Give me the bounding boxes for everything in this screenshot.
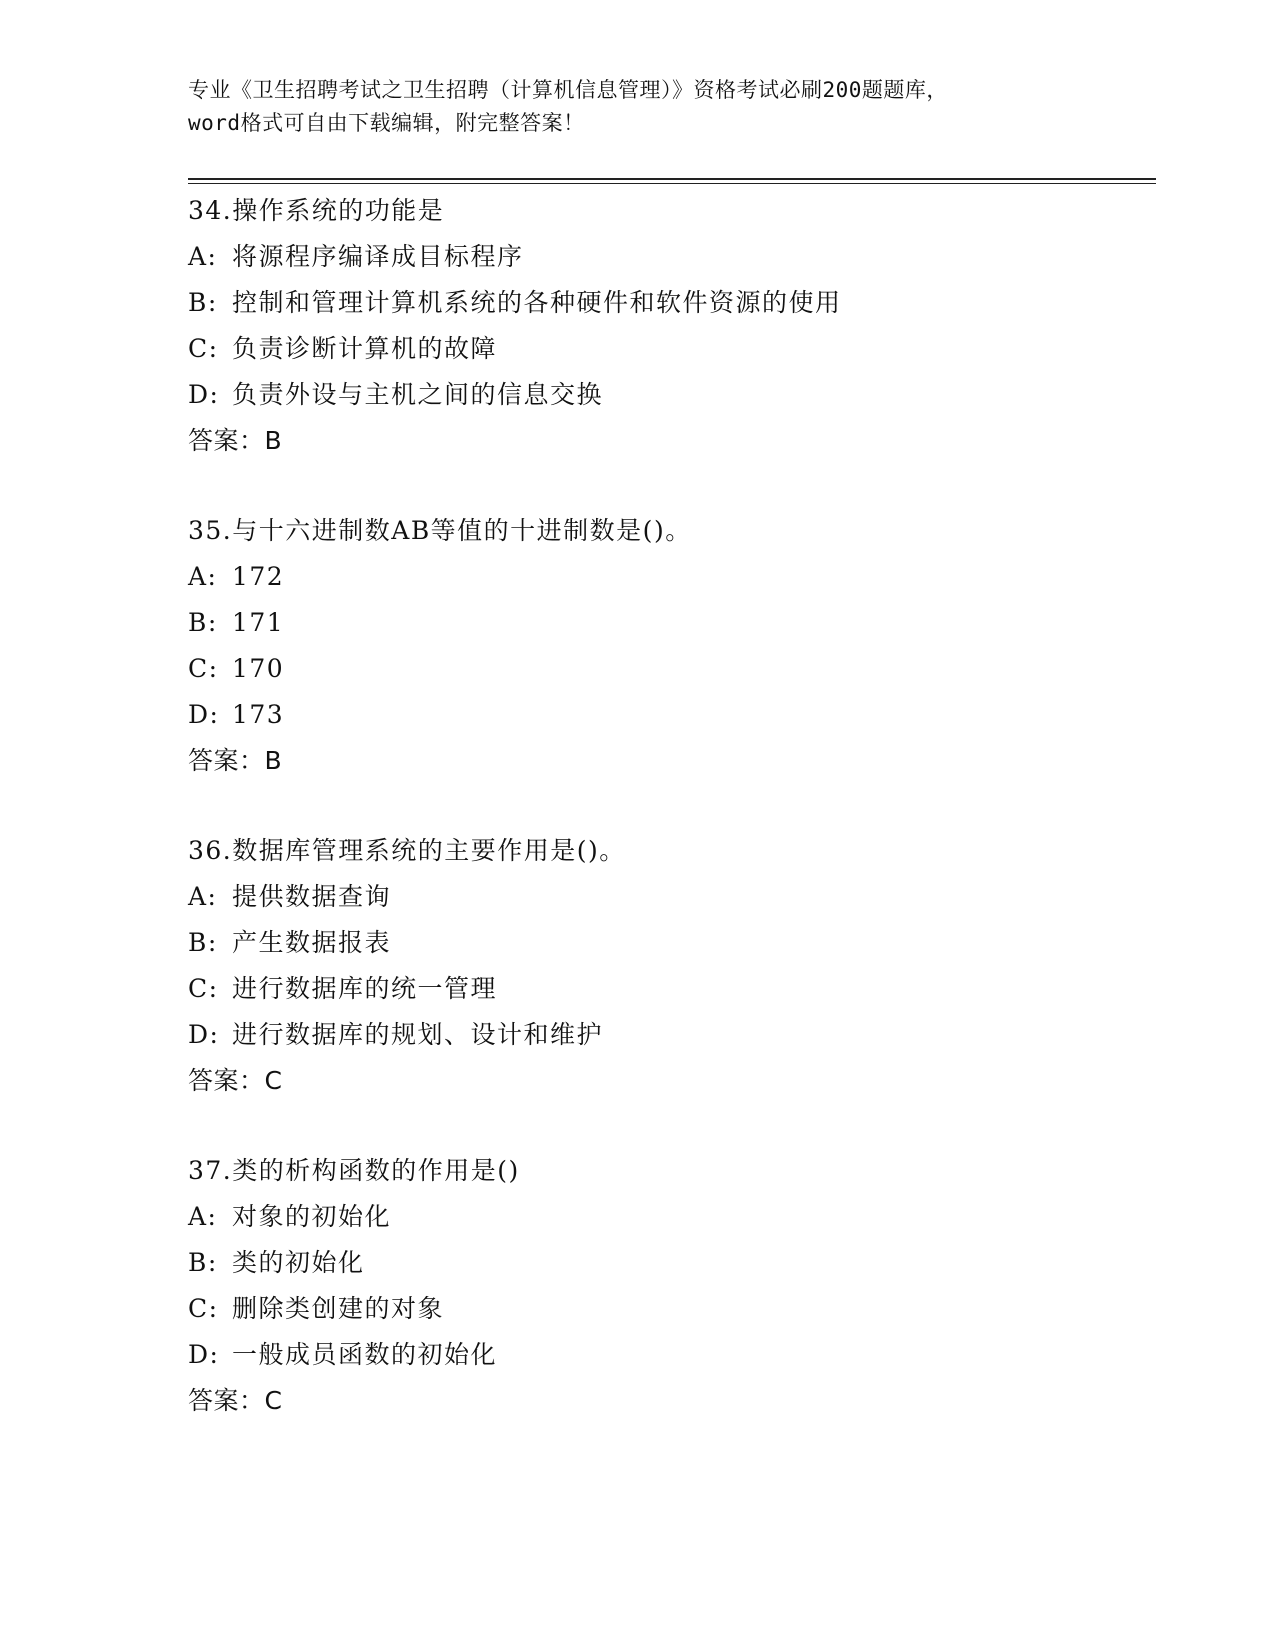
header-divider-thick — [188, 178, 1156, 180]
option-text: 提供数据查询 — [232, 882, 392, 911]
option-letter: D: — [188, 1340, 220, 1369]
question-stem: 37.类的析构函数的作用是() — [188, 1156, 520, 1185]
question-block — [188, 1148, 1168, 1424]
option-d — [188, 1332, 1168, 1378]
question-stem: 34.操作系统的功能是 — [188, 196, 445, 225]
option-a — [188, 874, 1168, 920]
option-c — [188, 1286, 1168, 1332]
option-letter: B: — [188, 608, 218, 637]
option-letter: C: — [188, 334, 219, 363]
option-b — [188, 600, 1168, 646]
option-letter: D: — [188, 380, 220, 409]
option-text: 170 — [232, 654, 285, 683]
option-letter: A: — [188, 562, 218, 591]
option-letter: C: — [188, 974, 219, 1003]
answer-line: 答案：C — [188, 1386, 283, 1415]
option-text: 控制和管理计算机系统的各种硬件和软件资源的使用 — [232, 288, 842, 317]
option-c — [188, 646, 1168, 692]
option-letter: A: — [188, 1202, 218, 1231]
question-block — [188, 188, 1168, 464]
header-line-2: word格式可自由下载编辑，附完整答案！ — [188, 111, 585, 135]
question-block — [188, 828, 1168, 1104]
option-text: 将源程序编译成目标程序 — [232, 242, 524, 271]
option-text: 一般成员函数的初始化 — [232, 1340, 498, 1369]
option-letter: B: — [188, 1248, 218, 1277]
question-block — [188, 508, 1168, 784]
header-divider-thin — [188, 183, 1156, 184]
option-letter: C: — [188, 1294, 219, 1323]
option-c — [188, 966, 1168, 1012]
option-a — [188, 554, 1168, 600]
option-b — [188, 280, 1168, 326]
option-text: 进行数据库的统一管理 — [232, 974, 498, 1003]
option-text: 对象的初始化 — [232, 1202, 392, 1231]
answer-line: 答案：C — [188, 1066, 283, 1095]
option-letter: D: — [188, 1020, 220, 1049]
option-text: 171 — [232, 608, 285, 637]
option-text: 172 — [232, 562, 285, 591]
option-a — [188, 234, 1168, 280]
option-letter: B: — [188, 288, 218, 317]
option-a — [188, 1194, 1168, 1240]
option-b — [188, 1240, 1168, 1286]
answer-line: 答案：B — [188, 746, 283, 775]
option-c — [188, 326, 1168, 372]
question-stem: 36.数据库管理系统的主要作用是()。 — [188, 836, 626, 865]
option-text: 类的初始化 — [232, 1248, 365, 1277]
option-b — [188, 920, 1168, 966]
header-line-1: 专业《卫生招聘考试之卫生招聘（计算机信息管理）》资格考试必刷200题题库， — [188, 78, 948, 102]
option-d — [188, 1012, 1168, 1058]
option-text: 负责诊断计算机的故障 — [232, 334, 498, 363]
answer-line: 答案：B — [188, 426, 283, 455]
option-text: 负责外设与主机之间的信息交换 — [232, 380, 604, 409]
option-text: 进行数据库的规划、设计和维护 — [232, 1020, 604, 1049]
option-d — [188, 692, 1168, 738]
option-text: 173 — [232, 700, 285, 729]
option-letter: A: — [188, 882, 218, 911]
option-letter: C: — [188, 654, 219, 683]
document-header — [188, 74, 1088, 140]
option-letter: D: — [188, 700, 220, 729]
option-letter: B: — [188, 928, 218, 957]
question-stem: 35.与十六进制数AB等值的十进制数是()。 — [188, 516, 692, 545]
option-letter: A: — [188, 242, 218, 271]
option-d — [188, 372, 1168, 418]
option-text: 产生数据报表 — [232, 928, 392, 957]
option-text: 删除类创建的对象 — [232, 1294, 445, 1323]
